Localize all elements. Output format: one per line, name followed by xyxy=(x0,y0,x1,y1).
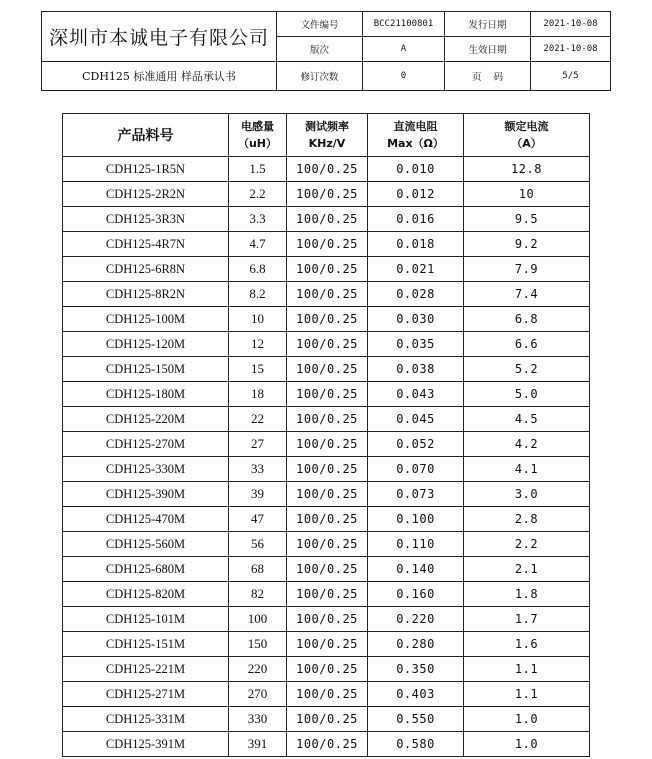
dc-resistance-cell: 0.043 xyxy=(368,382,464,407)
rated-current-cell: 9.2 xyxy=(464,232,590,257)
rated-current-cell: 3.0 xyxy=(464,482,590,507)
col-header-dcr xyxy=(368,114,464,157)
rated-current-cell: 9.5 xyxy=(464,207,590,232)
inductance-cell: 3.3 xyxy=(229,207,287,232)
table-row xyxy=(63,607,590,632)
part-number-cell: CDH125-560M xyxy=(63,532,229,557)
dc-resistance-cell: 0.018 xyxy=(368,232,464,257)
part-number-cell: CDH125-221M xyxy=(63,657,229,682)
test-frequency-cell: 100/0.25 xyxy=(287,682,368,707)
inductance-cell: 2.2 xyxy=(229,182,287,207)
table-row xyxy=(63,432,590,457)
rated-current-cell: 5.0 xyxy=(464,382,590,407)
table-row xyxy=(63,532,590,557)
test-frequency-cell: 100/0.25 xyxy=(287,232,368,257)
col-header-inductance-unit: （uH） xyxy=(237,137,278,150)
inductance-cell: 22 xyxy=(229,407,287,432)
inductance-cell: 33 xyxy=(229,457,287,482)
col-header-freq-title: 测试频率 xyxy=(305,120,349,133)
table-row xyxy=(63,207,590,232)
version-value: A xyxy=(363,37,445,61)
part-number-cell: CDH125-150M xyxy=(63,357,229,382)
table-row xyxy=(63,257,590,282)
col-header-current xyxy=(464,114,590,157)
col-header-current-title: 额定电流 xyxy=(504,120,549,133)
test-frequency-cell: 100/0.25 xyxy=(287,382,368,407)
dc-resistance-cell: 0.012 xyxy=(368,182,464,207)
dc-resistance-cell: 0.110 xyxy=(368,532,464,557)
test-frequency-cell: 100/0.25 xyxy=(287,282,368,307)
table-row xyxy=(63,732,590,757)
part-number-cell: CDH125-330M xyxy=(63,457,229,482)
dc-resistance-cell: 0.021 xyxy=(368,257,464,282)
inductance-cell: 4.7 xyxy=(229,232,287,257)
rated-current-cell: 2.1 xyxy=(464,557,590,582)
spec-table xyxy=(62,113,590,757)
inductance-cell: 12 xyxy=(229,332,287,357)
dc-resistance-cell: 0.028 xyxy=(368,282,464,307)
table-row xyxy=(63,407,590,432)
inductance-cell: 56 xyxy=(229,532,287,557)
effective-date-value: 2021-10-08 xyxy=(531,37,611,61)
test-frequency-cell: 100/0.25 xyxy=(287,432,368,457)
test-frequency-cell: 100/0.25 xyxy=(287,632,368,657)
dc-resistance-cell: 0.220 xyxy=(368,607,464,632)
dc-resistance-cell: 0.350 xyxy=(368,657,464,682)
part-number-cell: CDH125-331M xyxy=(63,707,229,732)
rated-current-cell: 4.5 xyxy=(464,407,590,432)
rated-current-cell: 12.8 xyxy=(464,157,590,182)
rated-current-cell: 1.1 xyxy=(464,657,590,682)
test-frequency-cell: 100/0.25 xyxy=(287,357,368,382)
dc-resistance-cell: 0.045 xyxy=(368,407,464,432)
test-frequency-cell: 100/0.25 xyxy=(287,657,368,682)
effective-date-label: 生效日期 xyxy=(445,37,531,61)
col-header-freq xyxy=(287,114,368,157)
rated-current-cell: 1.8 xyxy=(464,582,590,607)
dc-resistance-cell: 0.403 xyxy=(368,682,464,707)
part-number-cell: CDH125-391M xyxy=(63,732,229,757)
table-row xyxy=(63,682,590,707)
inductance-cell: 10 xyxy=(229,307,287,332)
test-frequency-cell: 100/0.25 xyxy=(287,732,368,757)
inductance-cell: 150 xyxy=(229,632,287,657)
rated-current-cell: 5.2 xyxy=(464,357,590,382)
dc-resistance-cell: 0.550 xyxy=(368,707,464,732)
part-number-cell: CDH125-101M xyxy=(63,607,229,632)
company-name: 深圳市本诚电子有限公司 xyxy=(42,12,277,62)
part-number-cell: CDH125-8R2N xyxy=(63,282,229,307)
test-frequency-cell: 100/0.25 xyxy=(287,582,368,607)
dc-resistance-cell: 0.140 xyxy=(368,557,464,582)
inductance-cell: 18 xyxy=(229,382,287,407)
test-frequency-cell: 100/0.25 xyxy=(287,157,368,182)
dc-resistance-cell: 0.030 xyxy=(368,307,464,332)
rated-current-cell: 10 xyxy=(464,182,590,207)
table-row xyxy=(63,482,590,507)
doc-number-label: 文件编号 xyxy=(277,12,363,37)
page-label: 页 码 xyxy=(445,61,531,90)
part-number-cell: CDH125-820M xyxy=(63,582,229,607)
product-line-title: CDH125 标准通用 样品承认书 xyxy=(42,61,277,90)
version-label: 版次 xyxy=(277,37,363,61)
rated-current-cell: 7.4 xyxy=(464,282,590,307)
table-row xyxy=(63,582,590,607)
part-number-cell: CDH125-680M xyxy=(63,557,229,582)
inductance-cell: 220 xyxy=(229,657,287,682)
part-number-cell: CDH125-180M xyxy=(63,382,229,407)
inductance-cell: 391 xyxy=(229,732,287,757)
col-header-part: 产品料号 xyxy=(63,114,229,157)
test-frequency-cell: 100/0.25 xyxy=(287,407,368,432)
test-frequency-cell: 100/0.25 xyxy=(287,507,368,532)
inductance-cell: 68 xyxy=(229,557,287,582)
part-number-cell: CDH125-120M xyxy=(63,332,229,357)
rated-current-cell: 7.9 xyxy=(464,257,590,282)
inductance-cell: 47 xyxy=(229,507,287,532)
table-row xyxy=(63,507,590,532)
col-header-current-unit: （A） xyxy=(511,137,542,150)
table-row xyxy=(63,707,590,732)
col-header-dcr-unit: Max（Ω） xyxy=(387,137,444,150)
rated-current-cell: 6.6 xyxy=(464,332,590,357)
dc-resistance-cell: 0.038 xyxy=(368,357,464,382)
table-row xyxy=(63,282,590,307)
document-header-table xyxy=(41,11,611,91)
col-header-dcr-title: 直流电阻 xyxy=(393,120,438,133)
part-number-cell: CDH125-270M xyxy=(63,432,229,457)
rated-current-cell: 2.2 xyxy=(464,532,590,557)
table-row xyxy=(63,332,590,357)
table-row xyxy=(63,157,590,182)
rated-current-cell: 6.8 xyxy=(464,307,590,332)
inductance-cell: 27 xyxy=(229,432,287,457)
dc-resistance-cell: 0.070 xyxy=(368,457,464,482)
inductance-cell: 39 xyxy=(229,482,287,507)
table-row xyxy=(63,457,590,482)
test-frequency-cell: 100/0.25 xyxy=(287,532,368,557)
part-number-cell: CDH125-100M xyxy=(63,307,229,332)
test-frequency-cell: 100/0.25 xyxy=(287,607,368,632)
dc-resistance-cell: 0.580 xyxy=(368,732,464,757)
revision-label: 修订次数 xyxy=(277,61,363,90)
test-frequency-cell: 100/0.25 xyxy=(287,307,368,332)
rated-current-cell: 1.0 xyxy=(464,707,590,732)
test-frequency-cell: 100/0.25 xyxy=(287,482,368,507)
col-header-freq-unit: KHz/V xyxy=(308,137,346,150)
inductance-cell: 330 xyxy=(229,707,287,732)
test-frequency-cell: 100/0.25 xyxy=(287,457,368,482)
table-row xyxy=(63,307,590,332)
table-row xyxy=(63,182,590,207)
part-number-cell: CDH125-3R3N xyxy=(63,207,229,232)
inductance-cell: 82 xyxy=(229,582,287,607)
issue-date-value: 2021-10-08 xyxy=(531,12,611,37)
revision-value: 0 xyxy=(363,61,445,90)
test-frequency-cell: 100/0.25 xyxy=(287,207,368,232)
issue-date-label: 发行日期 xyxy=(445,12,531,37)
spec-table-body xyxy=(63,157,590,757)
dc-resistance-cell: 0.280 xyxy=(368,632,464,657)
inductance-cell: 15 xyxy=(229,357,287,382)
test-frequency-cell: 100/0.25 xyxy=(287,182,368,207)
dc-resistance-cell: 0.010 xyxy=(368,157,464,182)
table-row xyxy=(63,232,590,257)
part-number-cell: CDH125-220M xyxy=(63,407,229,432)
part-number-cell: CDH125-271M xyxy=(63,682,229,707)
inductance-cell: 6.8 xyxy=(229,257,287,282)
col-header-inductance-title: 电感量 xyxy=(241,120,274,133)
test-frequency-cell: 100/0.25 xyxy=(287,557,368,582)
page-value: 5/5 xyxy=(531,61,611,90)
part-number-cell: CDH125-390M xyxy=(63,482,229,507)
dc-resistance-cell: 0.035 xyxy=(368,332,464,357)
rated-current-cell: 1.1 xyxy=(464,682,590,707)
inductance-cell: 270 xyxy=(229,682,287,707)
part-number-cell: CDH125-1R5N xyxy=(63,157,229,182)
test-frequency-cell: 100/0.25 xyxy=(287,257,368,282)
part-number-cell: CDH125-470M xyxy=(63,507,229,532)
inductance-cell: 1.5 xyxy=(229,157,287,182)
table-row xyxy=(63,632,590,657)
part-number-cell: CDH125-2R2N xyxy=(63,182,229,207)
spec-table-header xyxy=(63,114,590,157)
rated-current-cell: 1.6 xyxy=(464,632,590,657)
test-frequency-cell: 100/0.25 xyxy=(287,332,368,357)
rated-current-cell: 1.0 xyxy=(464,732,590,757)
dc-resistance-cell: 0.052 xyxy=(368,432,464,457)
table-row xyxy=(63,657,590,682)
rated-current-cell: 1.7 xyxy=(464,607,590,632)
rated-current-cell: 4.1 xyxy=(464,457,590,482)
part-number-cell: CDH125-4R7N xyxy=(63,232,229,257)
inductance-cell: 100 xyxy=(229,607,287,632)
table-row xyxy=(63,382,590,407)
col-header-inductance xyxy=(229,114,287,157)
inductance-cell: 8.2 xyxy=(229,282,287,307)
test-frequency-cell: 100/0.25 xyxy=(287,707,368,732)
doc-number-value: BCC21100801 xyxy=(363,12,445,37)
table-row xyxy=(63,557,590,582)
dc-resistance-cell: 0.073 xyxy=(368,482,464,507)
part-number-cell: CDH125-6R8N xyxy=(63,257,229,282)
dc-resistance-cell: 0.100 xyxy=(368,507,464,532)
rated-current-cell: 4.2 xyxy=(464,432,590,457)
dc-resistance-cell: 0.016 xyxy=(368,207,464,232)
part-number-cell: CDH125-151M xyxy=(63,632,229,657)
dc-resistance-cell: 0.160 xyxy=(368,582,464,607)
table-row xyxy=(63,357,590,382)
rated-current-cell: 2.8 xyxy=(464,507,590,532)
